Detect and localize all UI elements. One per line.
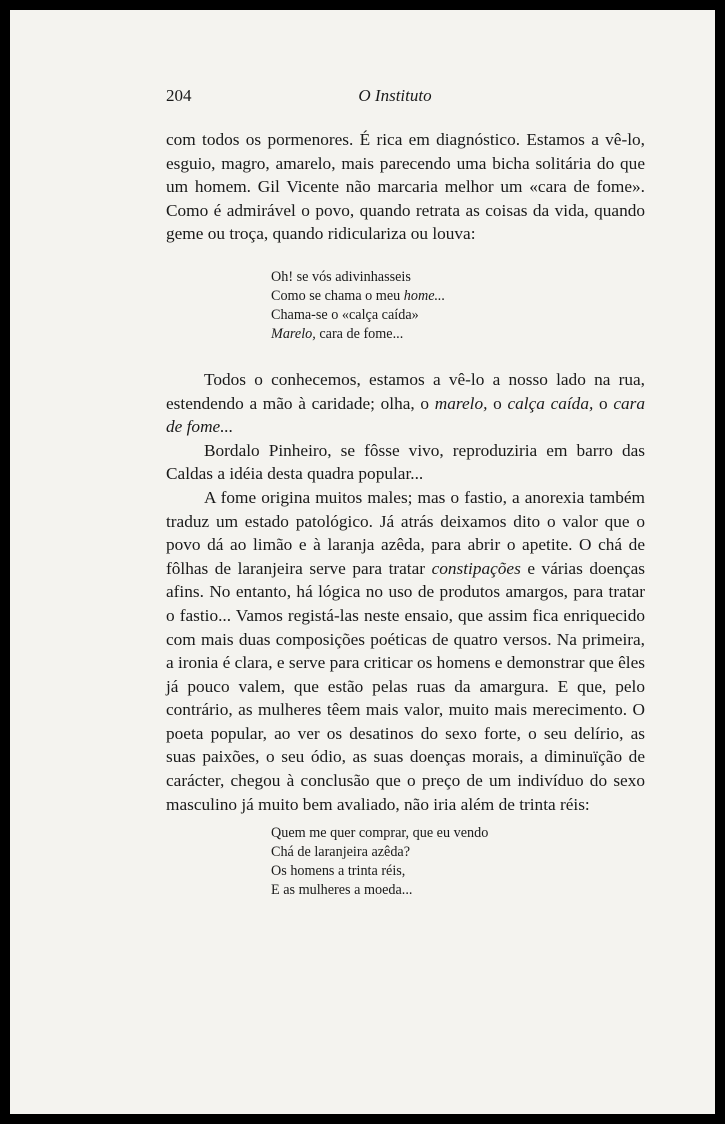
paragraph-1: com todos os pormenores. É rica em diagnóstico. Estamos a vê-lo, esguio, magro, amarelo, mais parecendo uma bicha solitária do que um homem. Gil Vicente não marcaria melhor um «cara de fome». Como é admirável o povo, quando retrata as coisas da vida, quando geme ou troça, quando ridiculariza ou louva:	[166, 130, 645, 244]
page-number: 204	[166, 86, 192, 105]
verse-2-line-4: E as mulheres a moeda...	[271, 882, 413, 899]
verse-2-line-2: Chá de laranjeira azêda?	[271, 844, 411, 861]
verse-1-line-2: Como se chama o meu home...	[271, 287, 446, 304]
paragraph-3: Bordalo Pinheiro, se fôsse vivo, reproduziria em barro das Caldas a idéia desta quadra popular...	[166, 440, 645, 484]
verse-2-line-1: Quem me quer comprar, que eu vendo	[271, 825, 489, 842]
verse-1	[166, 268, 645, 344]
verse-2-line-3: Os homens a trinta réis,	[271, 863, 406, 880]
verse-2	[166, 824, 645, 900]
paragraph-2: Todos o conhecemos, estamos a vê-lo a nosso lado na rua, estendendo a mão à caridade; olha, o marelo, o calça caída, o cara de fome...	[166, 369, 646, 437]
verse-1-line-1: Oh! se vós adivinhasseis	[271, 268, 411, 285]
running-title: O Instituto	[358, 86, 432, 105]
paragraph-4: A fome origina muitos males; mas o fastio, a anorexia também traduz um estado patológico. Já atrás deixamos dito o valor que o povo dá ao limão e à laranja azêda, para abrir o apetite. O chá de fôlhas de laranjeira serve para tratar constipações e várias doenças afins. No entanto, há lógica no uso de produtos amargos, para tratar o fastio... Vamos registá-las neste ensaio, que assim fica enriquecido com mais duas composições poéticas de quatro versos. Na primeira, a ironia é clara, e serve para criticar os homens e demonstrar que êles já pouco valem, que estão pelas ruas da amargura. E que, pelo contrário, as mulheres têem mais valor, muito mais merecimento. O poeta popular, ao ver os desatinos do sexo forte, o seu delírio, as suas paixões, o seu ódio, as suas doenças morais, a diminuïção de carácter, chegou à conclusão que o preço de um indivíduo do sexo masculino já muito bem avaliado, não iria além de trinta réis:	[166, 487, 645, 814]
verse-1-line-4: Marelo, cara de fome...	[271, 325, 404, 342]
page-header	[166, 86, 624, 108]
page-body	[166, 128, 645, 900]
verse-1-line-3: Chama-se o «calça caída»	[271, 306, 419, 323]
scanned-page	[10, 10, 715, 1114]
